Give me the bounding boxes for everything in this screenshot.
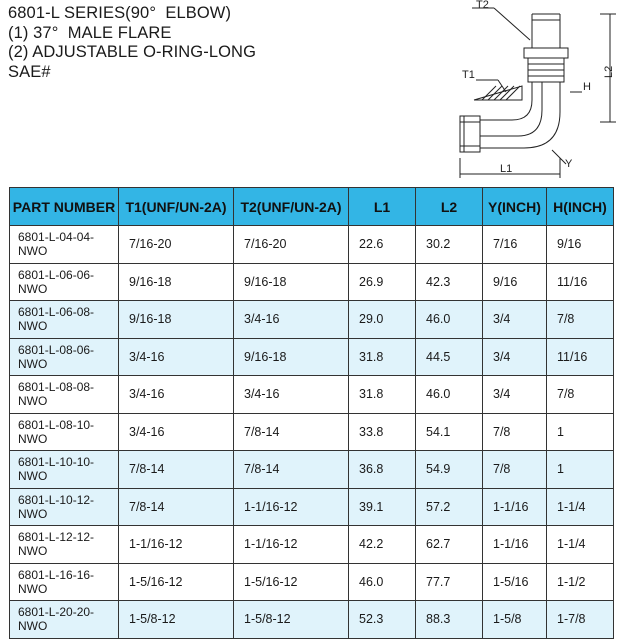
table-cell: 3/4	[483, 376, 547, 414]
table-cell: 7/8	[547, 301, 614, 339]
table-cell: 3/4-16	[119, 338, 234, 376]
table-row	[10, 488, 614, 526]
table-header-row	[10, 188, 614, 226]
table-cell: 1-1/16-12	[234, 526, 349, 564]
col-t2: T2(UNF/UN-2A)	[234, 188, 349, 226]
end-1-description: (1) 37° MALE FLARE	[8, 23, 172, 42]
table-cell: 7/16-20	[234, 226, 349, 264]
title-block	[8, 4, 256, 82]
table-cell: 7/8	[483, 451, 547, 489]
table-cell: 6801-L-20-20-NWO	[10, 601, 119, 639]
table-cell: 6801-L-10-10-NWO	[10, 451, 119, 489]
table-cell: 44.5	[416, 338, 483, 376]
table-cell: 31.8	[349, 376, 416, 414]
table-cell: 30.2	[416, 226, 483, 264]
table-cell: 1-5/8-12	[234, 601, 349, 639]
table-cell: 1-1/2	[547, 563, 614, 601]
table-row	[10, 301, 614, 339]
table-cell: 1-5/16	[483, 563, 547, 601]
top-stud	[532, 20, 560, 48]
end-2-description: (2) ADJUSTABLE O-RING-LONG	[8, 43, 256, 61]
table-cell: 54.1	[416, 413, 483, 451]
table-cell: 3/4-16	[234, 376, 349, 414]
table-cell: 7/8-14	[234, 413, 349, 451]
table-cell: 1-1/4	[547, 488, 614, 526]
col-y: Y(INCH)	[483, 188, 547, 226]
table-cell: 39.1	[349, 488, 416, 526]
table-cell: 7/16-20	[119, 226, 234, 264]
y-label: Y	[565, 158, 573, 170]
table-row	[10, 263, 614, 301]
l2-label: L2	[603, 65, 615, 78]
table-cell: 9/16-18	[119, 263, 234, 301]
col-t1: T1(UNF/UN-2A)	[119, 188, 234, 226]
table-cell: 3/4-16	[234, 301, 349, 339]
table-cell: 7/8-14	[234, 451, 349, 489]
table-cell: 3/4-16	[119, 376, 234, 414]
table-row	[10, 526, 614, 564]
table-cell: 11/16	[547, 263, 614, 301]
table-cell: 54.9	[416, 451, 483, 489]
o-ring-washer	[524, 48, 568, 58]
table-cell: 1-5/8-12	[119, 601, 234, 639]
table-cell: 46.0	[349, 563, 416, 601]
table-cell: 36.8	[349, 451, 416, 489]
flare-end	[460, 116, 480, 152]
table-cell: 7/8	[547, 376, 614, 414]
table-row	[10, 226, 614, 264]
table-cell: 1-1/16-12	[119, 526, 234, 564]
table-cell: 3/4	[483, 301, 547, 339]
table-cell: 1-7/8	[547, 601, 614, 639]
table-cell: 3/4	[483, 338, 547, 376]
table-cell: 52.3	[349, 601, 416, 639]
table-cell: 46.0	[416, 376, 483, 414]
table-cell: 6801-L-10-12-NWO	[10, 488, 119, 526]
table-cell: 1-1/16	[483, 526, 547, 564]
table-cell: 6801-L-06-08-NWO	[10, 301, 119, 339]
table-cell: 3/4-16	[119, 413, 234, 451]
table-cell: 7/16	[483, 226, 547, 264]
table-cell: 31.8	[349, 338, 416, 376]
table-cell: 6801-L-08-08-NWO	[10, 376, 119, 414]
table-cell: 46.0	[416, 301, 483, 339]
table-cell: 88.3	[416, 601, 483, 639]
table-cell: 1	[547, 451, 614, 489]
col-l1: L1	[349, 188, 416, 226]
col-h: H(INCH)	[547, 188, 614, 226]
table-row	[10, 451, 614, 489]
table-cell: 9/16	[483, 263, 547, 301]
table-cell: 57.2	[416, 488, 483, 526]
table-cell: 42.3	[416, 263, 483, 301]
table-cell: 7/8-14	[119, 451, 234, 489]
table-cell: 11/16	[547, 338, 614, 376]
table-cell: 6801-L-08-06-NWO	[10, 338, 119, 376]
table-row	[10, 601, 614, 639]
table-cell: 42.2	[349, 526, 416, 564]
table-cell: 6801-L-08-10-NWO	[10, 413, 119, 451]
table-cell: 1-5/16-12	[234, 563, 349, 601]
table-cell: 33.8	[349, 413, 416, 451]
t1-label: T1	[462, 69, 475, 81]
table-cell: 62.7	[416, 526, 483, 564]
table-cell: 29.0	[349, 301, 416, 339]
table-cell: 6801-L-12-12-NWO	[10, 526, 119, 564]
table-cell: 22.6	[349, 226, 416, 264]
table-row	[10, 563, 614, 601]
table-cell: 9/16-18	[234, 263, 349, 301]
table-cell: 1-5/16-12	[119, 563, 234, 601]
series-title: 6801-L SERIES(90° ELBOW)	[8, 4, 232, 22]
table-cell: 1	[547, 413, 614, 451]
table-body	[10, 226, 614, 639]
table-cell: 9/16-18	[119, 301, 234, 339]
table-cell: 1-1/16-12	[234, 488, 349, 526]
table-row	[10, 338, 614, 376]
h-label: H	[583, 81, 591, 93]
table-cell: 26.9	[349, 263, 416, 301]
table-cell: 1-1/4	[547, 526, 614, 564]
l1-label: L1	[500, 163, 513, 175]
table-cell: 77.7	[416, 563, 483, 601]
table-cell: 7/8	[483, 413, 547, 451]
table-cell: 6801-L-16-16-NWO	[10, 563, 119, 601]
col-part-number: PART NUMBER	[10, 188, 119, 226]
table-row	[10, 413, 614, 451]
dimensions-table	[9, 187, 614, 639]
elbow-drawing	[440, 0, 630, 186]
elbow-fitting-diagram	[440, 0, 630, 186]
table-cell: 1-5/8	[483, 601, 547, 639]
table-cell: 7/8-14	[119, 488, 234, 526]
table-cell: 6801-L-04-04-NWO	[10, 226, 119, 264]
table-cell: 9/16	[547, 226, 614, 264]
standard-label: SAE#	[8, 62, 51, 81]
t2-label: T2	[476, 0, 489, 11]
col-l2: L2	[416, 188, 483, 226]
table-cell: 6801-L-06-06-NWO	[10, 263, 119, 301]
table-cell: 9/16-18	[234, 338, 349, 376]
table-row	[10, 376, 614, 414]
table-cell: 1-1/16	[483, 488, 547, 526]
